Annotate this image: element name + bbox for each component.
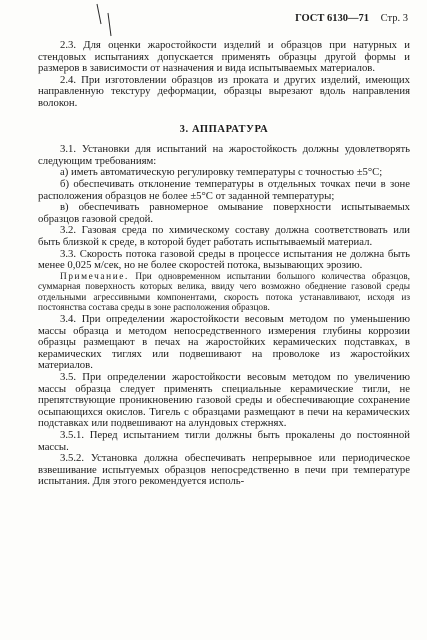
paragraph-3-4: 3.4. При определении жаростойкости весовым методом по уменьшению массы образца и методом непосредственного измерения глубины коррозии образцы размещают в печах на жаростойких керамических подставках, в керамических тиглях или подвешивают на проволоке из жаростойких материалов. xyxy=(38,313,410,372)
page-header xyxy=(295,13,408,24)
note-text: При одновременном испытании большого количества образцов, суммарная поверхность которых велика, ввиду чего возможно обеднение газовой среды отдельными агрессивными компонентами, скорость потока устанавливают, исходя из постоянства состава среды в зоне расположения образцов. xyxy=(38,271,410,314)
margin-mark-2 xyxy=(108,13,111,36)
paragraph-3-5-2: 3.5.2. Установка должна обеспечивать непрерывное или периодическое взвешивание испытуемых образцов непосредственно в печи при температуре испытания. Для этого рекомендуется исполь- xyxy=(38,452,410,488)
paragraph-3-5-1: 3.5.1. Перед испытанием тигли должны быть прокалены до постоянной массы. xyxy=(38,429,410,453)
note xyxy=(38,272,410,314)
standard-number: ГОСТ 6130—71 xyxy=(295,13,370,24)
margin-mark-1 xyxy=(97,4,101,24)
paragraph-3-2: 3.2. Газовая среда по химическому составу должна соответствовать или быть близкой к среде, в которой будет работать испытываемый материал. xyxy=(38,224,410,248)
paragraph-3-1: 3.1. Установки для испытаний на жаростойкость должны удовлетворять следующим требованиям: xyxy=(38,143,410,167)
document-body xyxy=(38,40,410,488)
requirement-a: а) иметь автоматическую регулировку температуры с точностью ±5°С; xyxy=(60,166,383,179)
note-label: Примечание. xyxy=(60,271,129,282)
page-number: Стр. 3 xyxy=(380,13,408,24)
paragraph-3-5: 3.5. При определении жаростойкости весовым методом по увеличению массы образца следует применять специальные керамические тигли, не препятствующие проникновению газовой среды и обеспечивающие сохранение осыпающихся окислов. Тигель с образцами размещают в печи на керамических подставках или подвешивают на алундовых стержнях. xyxy=(38,371,410,430)
requirement-v: в) обеспечивать равномерное омывание поверхности испытываемых образцов газовой средой. xyxy=(38,201,410,225)
section-title: 3. АППАРАТУРА xyxy=(179,123,269,135)
paragraph-3-3: 3.3. Скорость потока газовой среды в процессе испытания не должна быть менее 0,025 м/сек, но не более скоростей потока, вызывающих эрозию. xyxy=(38,247,410,272)
requirement-b: б) обеспечивать отклонение температуры в отдельных точках печи в зоне расположения образцов не более ±5°С от заданной температуры; xyxy=(38,177,410,202)
paragraph-2-4: 2.4. При изготовлении образцов из проката и других изделий, имеющих направленную текстуру деформации, образцы вырезают вдоль направления волокон. xyxy=(38,73,410,109)
paragraph-2-3: 2.3. Для оценки жаростойкости изделий и образцов при натурных и стендовых испытаниях допускается применять образцы другой формы и размеров в зависимости от назначения и вида испытываемых материалов. xyxy=(38,39,410,75)
